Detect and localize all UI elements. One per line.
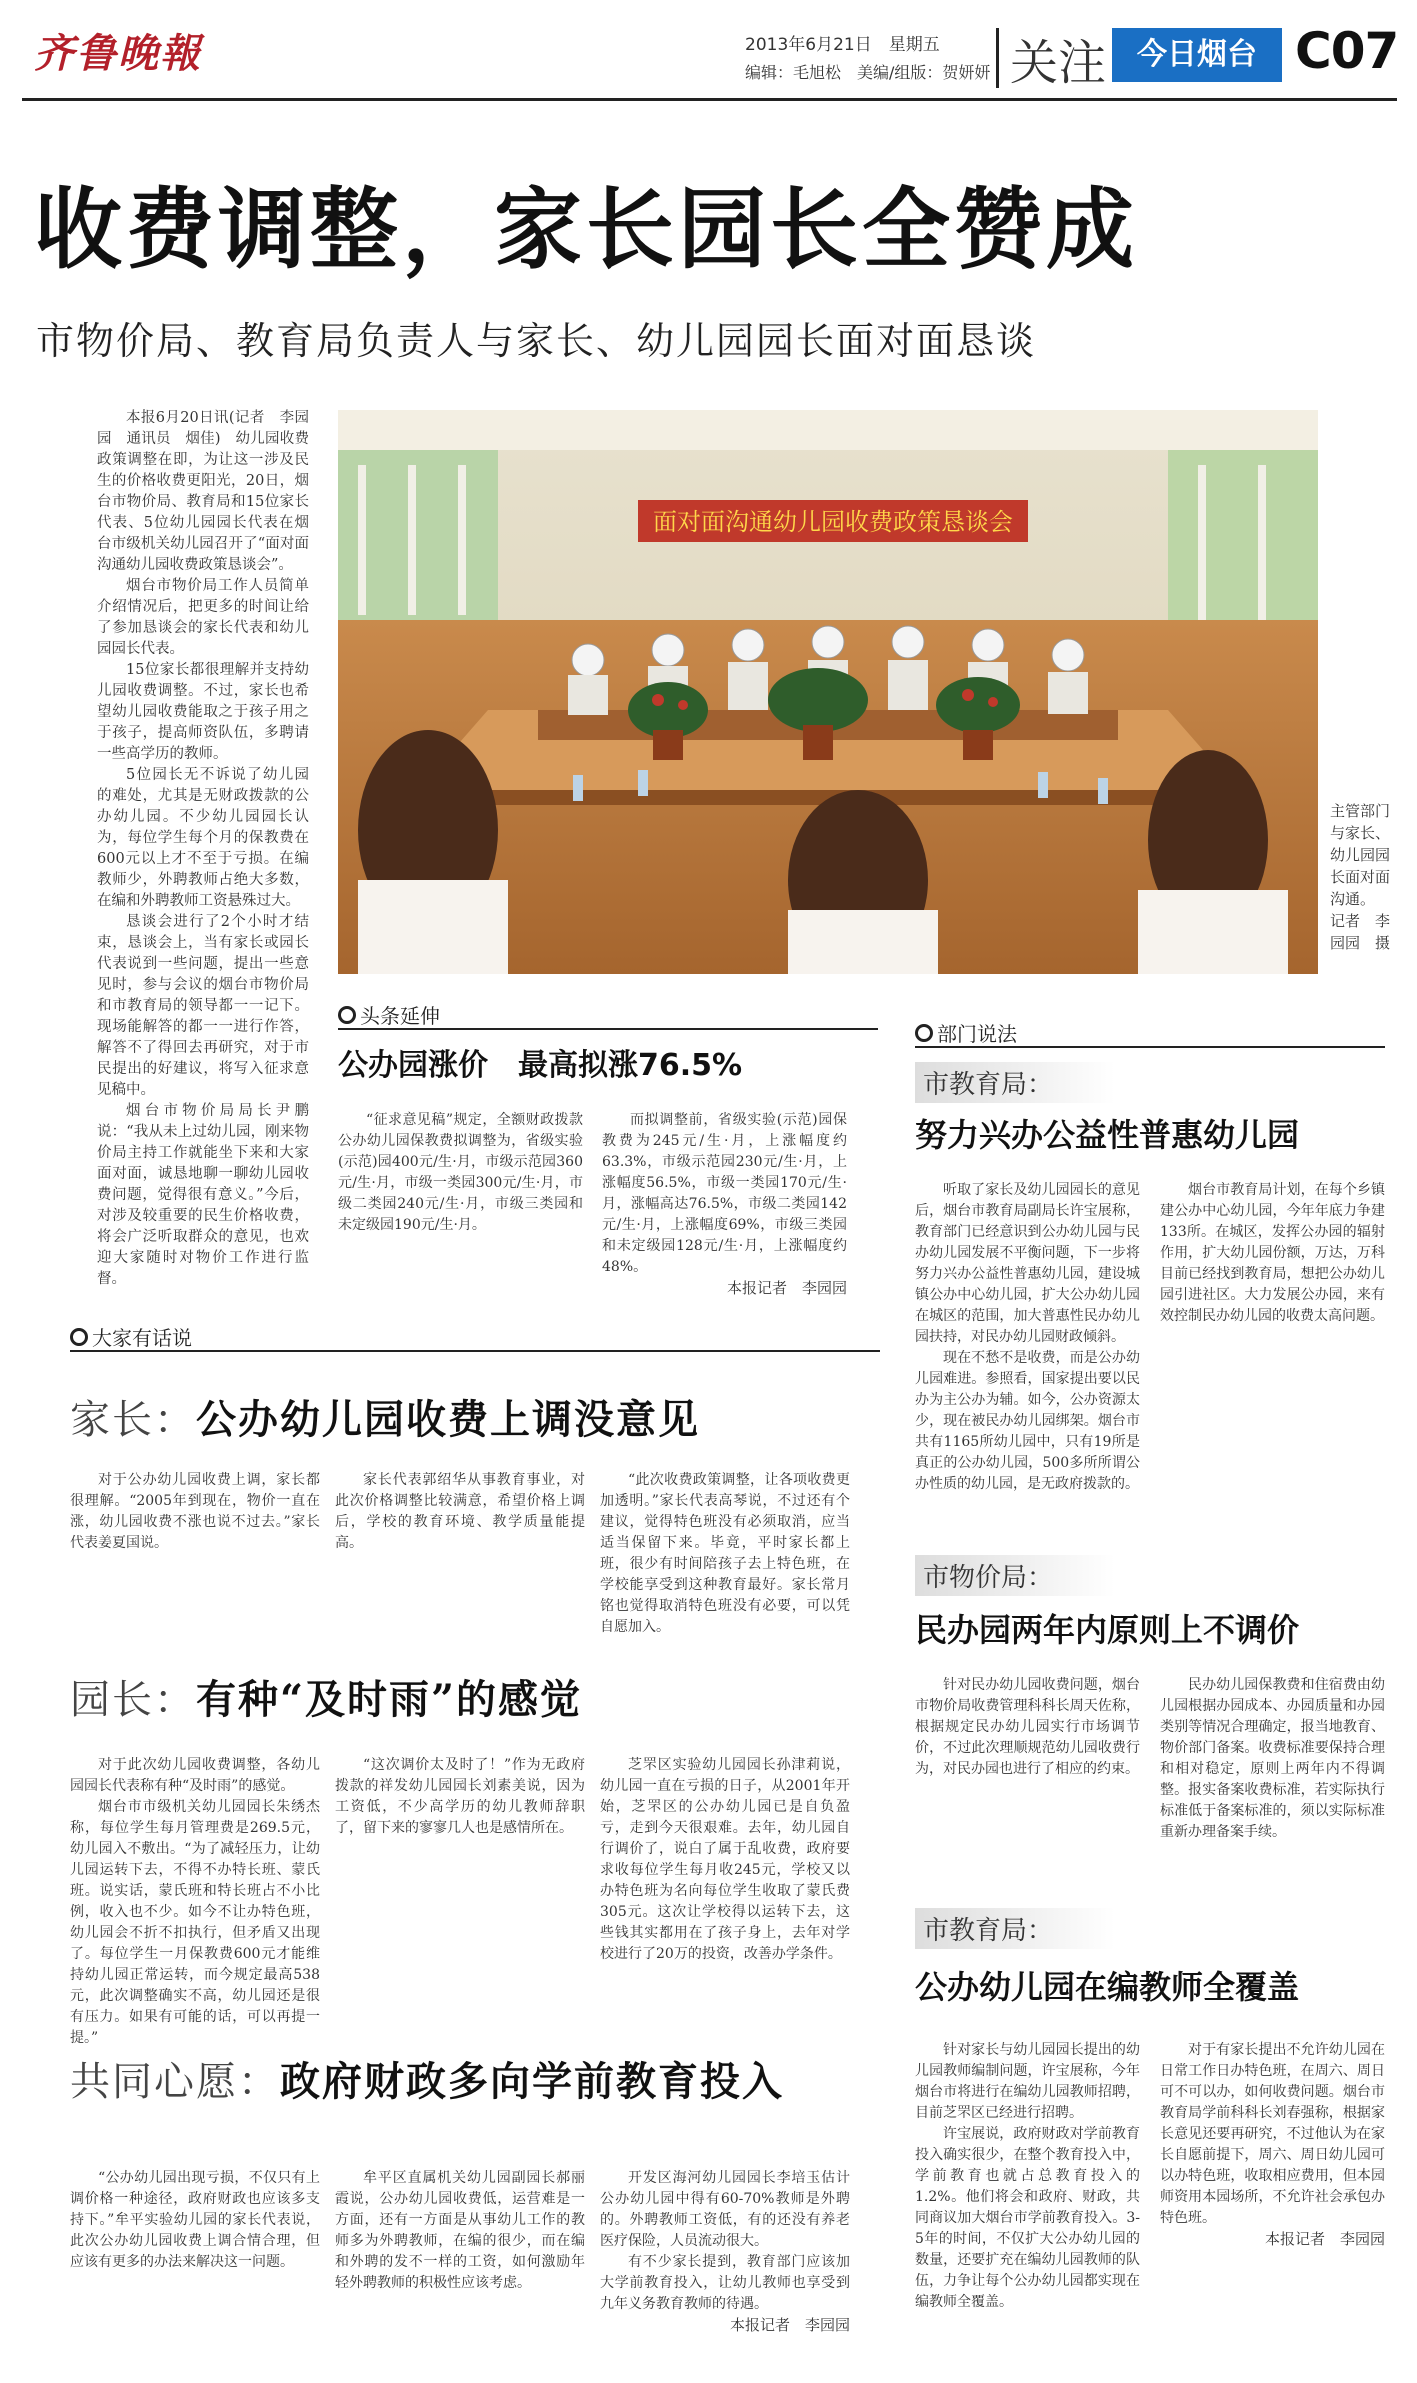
dept1-col2 — [1160, 1180, 1385, 1510]
principal-paragraph: “这次调价太及时了！”作为无政府拨款的祥发幼儿园园长刘素美说，因为工资低，不少高学历的幼儿教师辞职了，留下来的寥寥几人也是感情所在。 — [335, 1757, 585, 1836]
wish-paragraph: 牟平区直属机关幼儿园副园长郝丽霞说，公办幼儿园收费低，运营难是一方面，还有一方面是从事幼儿工作的教师多为外聘教师，在编的很少，而在编和外聘的发不一样的工资，如何激励年轻外聘教师的积极性应该考虑。 — [335, 2170, 585, 2291]
principal-paragraph: 烟台市市级机关幼儿园园长朱绣杰称，每位学生每月管理费是269.5元，幼儿园入不敷出。“为了减轻压力，让幼儿园运转下去，不得不办特长班、蒙氏班。说实话，蒙氏班和特长班占不小比例，收入也不少。如今不让办特色班，幼儿园会不折不扣执行，但矛盾又出现了。每位学生一月保教费600元才能维持幼儿园正常运转，而今规定最高538元，此次调整确实不高，幼儿园还是很有压力。如果有可能的话，可以再提一提。” — [70, 1799, 320, 2046]
kicker-departments — [915, 1018, 1017, 1047]
dept-paragraph: 听取了家长及幼儿园园长的意见后，烟台市教育局副局长许宝展称，教育部门已经意识到公办幼儿园与民办幼儿园发展不平衡问题，下一步将努力兴办公益性普惠幼儿园，建设城镇公办中心幼儿园，扩大公办幼儿园在城区的范围，加大普惠性民办幼儿园扶持，对民办幼儿园财政倾斜。 — [915, 1182, 1140, 1345]
dept3-byline: 本报记者 李园园 — [1264, 2230, 1385, 2248]
dept3-col1 — [915, 2040, 1140, 2365]
wish-paragraph: “公办幼儿园出现亏损，不仅只有上调价格一种途径，政府财政也应该多支持下。”牟平实验幼儿园的家长代表说，此次公办幼儿园收费上调合情合理，但应该有更多的办法来解决这一问题。 — [70, 2170, 320, 2270]
issue-date: 2013年6月21日 星期五 — [745, 35, 940, 55]
parent-col2 — [335, 1470, 585, 1610]
section-title-text: 有种“及时雨”的感觉 — [196, 1676, 583, 1723]
extension-rule — [338, 1028, 878, 1030]
wish-col3 — [600, 2168, 850, 2363]
parent-col3 — [600, 1470, 850, 1635]
wish-col1 — [70, 2168, 320, 2363]
principal-col1 — [70, 1755, 320, 2046]
lead-paragraph: 烟台市物价局局长尹鹏说：“我从未上过幼儿园，刚来物价局主持工作就能坐下来和大家面对面，诚恳地聊一聊幼儿园收费问题，觉得很有意义。”今后，对涉及较重要的民生价格收费，将会广泛听取群众的意见，也欢迎大家随时对物价工作进行监督。 — [97, 1103, 309, 1287]
lead-paragraph: 烟台市物价局工作人员简单介绍情况后，把更多的时间让给了参加恳谈会的家长代表和幼儿园园长代表。 — [97, 578, 309, 657]
principal-paragraph: 对于此次幼儿园收费调整，各幼儿园园长代表称有种“及时雨”的感觉。 — [70, 1757, 320, 1794]
parent-col1 — [70, 1470, 320, 1610]
photo-caption: 主管部门与家长、幼儿园园长面对面沟通。 记者 李园园 摄 — [1330, 802, 1391, 952]
lead-paragraph: 5位园长无不诉说了幼儿园的难处，尤其是无财政拨款的公办幼儿园。不少幼儿园园长认为，每位学生每个月的保教费在600元以上才不至于亏损。在编教师少，外聘教师占绝大多数，在编和外聘教师工资悬殊过大。 — [97, 767, 309, 909]
extension-byline: 本报记者 李园园 — [726, 1279, 847, 1297]
meeting-photo — [338, 410, 1318, 974]
dept3-col2 — [1160, 2040, 1385, 2365]
dept-paragraph: 民办幼儿园保教费和住宿费由幼儿园根据办园成本、办园质量和办园类别等情况合理确定，报当地教育、物价部门备案。收费标准要保持合理和相对稳定，原则上两年内不得调整。报实备案收费标准，若实际执行标准低于备案标准的，须以实际标准重新办理备案手续。 — [1160, 1677, 1385, 1840]
dept-paragraph: 烟台市教育局计划，在每个乡镇建公办中心幼儿园，今年年底力争建133所。在城区，发挥公办园的辐射作用，扩大幼儿园份额，万达，万科目前已经找到教育局，想把公办幼儿园引进社区。大力发展公办园，来有效控制民办幼儿园的收费太高问题。 — [1160, 1182, 1385, 1324]
section-prefix: 园长： — [70, 1677, 196, 1723]
dept2-col1 — [915, 1675, 1140, 1860]
wish-paragraph: 有不少家长提到，教育部门应该加大学前教育投入，让幼儿教师也享受到九年义务教育教师的待遇。 — [600, 2254, 850, 2312]
principal-paragraph: 芝罘区实验幼儿园园长孙津莉说，幼儿园一直在亏损的日子，从2001年开始，芝罘区的公办幼儿园已是自负盈亏，走到今天很艰难。去年，幼儿园自行调价了，说白了属于乱收费，政府要求收每位学生每月收245元，学校又以办特色班为名向每位学生收取了蒙氏费305元。这次让学校得以运转下去，这些钱其实都用在了孩子身上，去年对学校进行了20万的投资，改善办学条件。 — [600, 1757, 850, 1962]
dept-paragraph: 现在不愁不是收费，而是公办幼儿园难进。参照看，国家提出要以民办为主公办为辅。如今，公办资源太少，现在被民办幼儿园绑架。烟台市共有1165所幼儿园中，只有19所是真正的公办幼儿园，500多所所谓公办性质的幼儿园，是无政府拨款的。 — [915, 1350, 1140, 1492]
wish-byline: 本报记者 李园园 — [729, 2316, 850, 2334]
editor-credits: 编辑：毛旭松 美编/组版：贺妍妍 — [745, 63, 991, 82]
dept2-col2 — [1160, 1675, 1385, 1860]
principal-section-title — [70, 1668, 582, 1725]
wish-section-title — [70, 2050, 784, 2107]
section-title-text: 公办幼儿园收费上调没意见 — [196, 1396, 700, 1443]
wish-paragraph: 开发区海河幼儿园园长李培玉估计公办幼儿园中得有60-70%教师是外聘的。外聘教师工资低，有的还没有养老医疗保险，人员流动很大。 — [600, 2170, 850, 2249]
principal-col2 — [335, 1755, 585, 1995]
wish-col2 — [335, 2168, 585, 2363]
section-prefix: 共同心愿： — [70, 2059, 280, 2105]
subheadline: 市物价局、教育局负责人与家长、幼儿园园长面对面恳谈 — [36, 319, 1037, 363]
photo-banner-text: 面对面沟通幼儿园收费政策恳谈会 — [653, 508, 1013, 536]
extension-paragraph: “征求意见稿”规定，全额财政拨款公办幼儿园保教费拟调整为，省级实验(示范)园400元/生·月，市级示范园360元/生·月，市级一类园300元/生·月，市级二类园240元/生·月，市级三类园和未定级园190元/生·月。 — [338, 1112, 583, 1233]
main-headline: 收费调整，家长园长全赞成 — [34, 177, 1139, 281]
section-title-text: 政府财政多向学前教育投入 — [280, 2058, 784, 2105]
kicker-dot-icon — [338, 1006, 356, 1024]
dept1-col1 — [915, 1180, 1140, 1510]
newspaper-logo: 齐鲁晚報 — [34, 30, 202, 77]
lead-paragraph: 本报6月20日讯(记者 李园园 通讯员 烟佳) 幼儿园收费政策调整在即，为让这一涉及民生的价格收费更阳光，20日，烟台市物价局、教育局和15位家长代表、5位幼儿园园长代表在烟台市级机关幼儿园召开了“面对面沟通幼儿园收费政策恳谈会”。 — [97, 410, 309, 573]
extension-text-col2 — [602, 1110, 847, 1295]
kicker-extension — [338, 1000, 440, 1029]
dept-paragraph: 针对家长与幼儿园园长提出的幼儿园教师编制问题，许宝展称，今年烟台市将进行在编幼儿园教师招聘，目前芝罘区已经进行招聘。 — [915, 2042, 1140, 2121]
kicker-voices — [70, 1322, 192, 1351]
extension-text-col1 — [338, 1110, 583, 1295]
meeting-photo-illustration — [338, 410, 1318, 974]
voices-rule — [70, 1350, 880, 1352]
dept-title: 公办幼儿园在编教师全覆盖 — [915, 1968, 1300, 2006]
dept-label: 市物价局： — [915, 1555, 1115, 1596]
parent-paragraph: 对于公办幼儿园收费上调，家长都很理解。“2005年到现在，物价一直在涨，幼儿园收费不涨也说不过去。”家长代表姜夏国说。 — [70, 1472, 320, 1551]
extension-title: 公办园涨价 最高拟涨76.5% — [338, 1048, 743, 1083]
lead-article — [97, 408, 309, 1298]
page-number: C07 — [1295, 22, 1399, 80]
lead-paragraph: 15位家长都很理解并支持幼儿园收费调整。不过，家长也希望幼儿园收费能取之于孩子用之于孩子，提高师资队伍，多聘请一些高学历的教师。 — [97, 662, 309, 762]
parent-paragraph: 家长代表郭绍华从事教育事业，对此次价格调整比较满意，希望价格上调后，学校的教育环境、教学质量能提高。 — [335, 1472, 585, 1551]
lead-paragraph: 恳谈会进行了2个小时才结束，恳谈会上，当有家长或园长代表说到一些问题，提出一些意见时，参与会议的烟台市物价局和市教育局的领导都一一记下。现场能解答的都一一进行作答，解答不了得回去再研究，对于市民提出的好建议，将写入征求意见稿中。 — [97, 914, 309, 1098]
kicker-label: 部门说法 — [937, 1022, 1017, 1046]
principal-col3 — [600, 1755, 850, 1995]
section-prefix: 家长： — [70, 1397, 196, 1443]
dept-label: 市教育局： — [915, 1062, 1115, 1103]
masthead-rule — [22, 98, 1397, 101]
parent-section-title — [70, 1388, 700, 1445]
dept-paragraph: 许宝展说，政府财政对学前教育投入确实很少，在整个教育投入中，学前教育也就占总教育投入的1.2%。他们将会和政府、财政，共同商议加大烟台市学前教育投入。3-5年的时间，不仅扩大公办幼儿园的数量，还要扩充在编幼儿园教师的队伍，力争让每个公办幼儿园都实现在编教师全覆盖。 — [915, 2126, 1140, 2310]
dept-title: 努力兴办公益性普惠幼儿园 — [915, 1116, 1300, 1154]
extension-paragraph: 而拟调整前，省级实验(示范)园保教费为245元/生·月，上涨幅度约63.3%，市级示范园230元/生·月，上涨幅度56.5%，市级一类园170元/生·月，涨幅高达76.5%，市级二类园142元/生·月，上涨幅度69%，市级三类园和未定级园128元/生·月，上涨幅度约48%。 — [602, 1112, 847, 1275]
kicker-dot-icon — [70, 1328, 88, 1346]
dept-title: 民办园两年内原则上不调价 — [915, 1611, 1300, 1649]
dept-paragraph: 对于有家长提出不允许幼儿园在日常工作日办特色班，在周六、周日可不可以办，如何收费问题。烟台市教育局学前科科长刘春强称，根据家长意见还要再研究，不过他认为在家长自愿前提下，周六、周日幼儿园可以办特色班，收取相应费用，但本园师资用本园场所，不允许社会承包办特色班。 — [1160, 2042, 1385, 2226]
departments-rule — [915, 1046, 1385, 1048]
kicker-dot-icon — [915, 1024, 933, 1042]
dept-paragraph: 针对民办幼儿园收费问题，烟台市物价局收费管理科科长周天佐称，根据规定民办幼儿园实行市场调节价，不过此次理顺规范幼儿园收费行为，对民办园也进行了相应的约束。 — [915, 1677, 1140, 1777]
dept-label: 市教育局： — [915, 1908, 1115, 1949]
masthead-divider — [996, 28, 999, 88]
parent-paragraph: “此次收费政策调整，让各项收费更加透明。”家长代表高琴说，不过还有个建议，觉得特色班没有必须取消，应当适当保留下来。毕竟，平时家长都上班，很少有时间陪孩子去上特色班，在学校能享受到这种教育最好。家长常月铭也觉得取消特色班没有必要，可以凭自愿加入。 — [600, 1472, 850, 1635]
kicker-label: 大家有话说 — [92, 1326, 192, 1350]
section-label: 关注 — [1010, 35, 1107, 91]
kicker-label: 头条延伸 — [360, 1004, 440, 1028]
region-badge: 今日烟台 — [1112, 28, 1282, 82]
